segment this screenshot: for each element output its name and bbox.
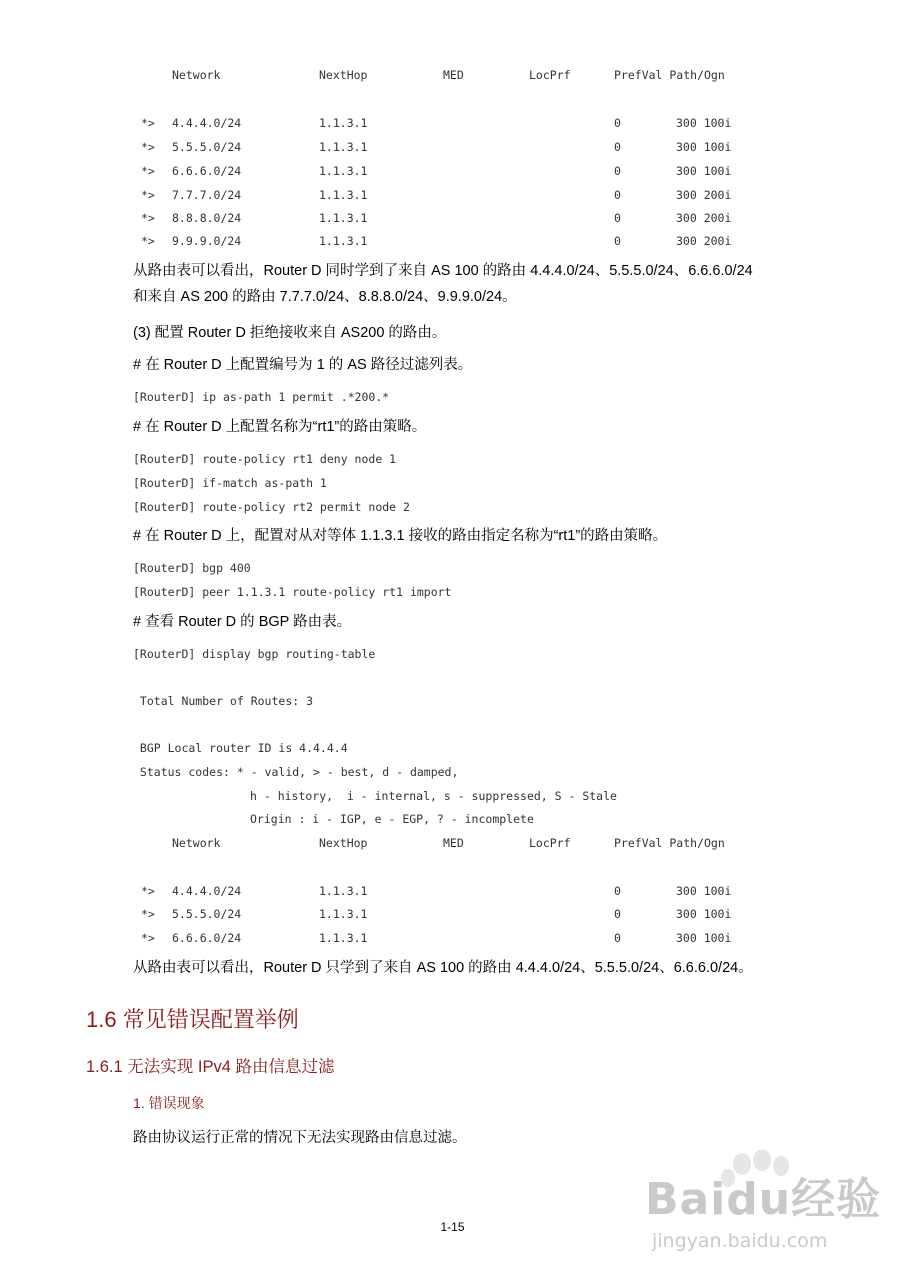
note-as-path-filter: # 在 Router D 上配置编号为 1 的 AS 路径过滤列表。 bbox=[133, 357, 473, 373]
watermark-logo: Baidu经验 bbox=[645, 1174, 882, 1225]
row-status: *> bbox=[141, 140, 155, 154]
row-prefval: 0 bbox=[614, 188, 621, 202]
row-status: *> bbox=[141, 234, 155, 248]
col-network: Network bbox=[172, 68, 221, 82]
row-nexthop: 1.1.3.1 bbox=[319, 164, 368, 178]
row-prefval: 0 bbox=[614, 931, 621, 945]
note-route-policy: # 在 Router D 上配置名称为“rt1”的路由策略。 bbox=[133, 419, 427, 435]
row-network: 9.9.9.0/24 bbox=[172, 234, 242, 248]
error-phenomenon-heading: 1. 错误现象 bbox=[133, 1095, 205, 1111]
page-number: 1-15 bbox=[440, 1220, 465, 1234]
status-codes: Status codes: * - valid, > - best, d - damped, bbox=[133, 765, 459, 779]
row-path: 300 100i bbox=[676, 884, 732, 898]
row-status: *> bbox=[141, 907, 155, 921]
col-prefval-path: PrefVal Path/Ogn bbox=[614, 836, 725, 850]
command-line: [RouterD] bgp 400 bbox=[133, 561, 251, 575]
paragraph-result-1-line2: 和来自 AS 200 的路由 7.7.7.0/24、8.8.8.0/24、9.9.9.0/24。 bbox=[133, 289, 517, 305]
note-display-bgp: # 查看 Router D 的 BGP 路由表。 bbox=[133, 614, 352, 630]
row-network: 5.5.5.0/24 bbox=[172, 140, 242, 154]
subsection-title: 1.6.1 无法实现 IPv4 路由信息过滤 bbox=[86, 1058, 335, 1076]
row-nexthop: 1.1.3.1 bbox=[319, 884, 368, 898]
command-line: [RouterD] ip as-path 1 permit .*200.* bbox=[133, 390, 390, 404]
watermark-url: jingyan.baidu.com bbox=[652, 1230, 828, 1252]
section-title: 1.6 常见错误配置举例 bbox=[86, 1007, 299, 1032]
row-network: 4.4.4.0/24 bbox=[172, 884, 242, 898]
row-nexthop: 1.1.3.1 bbox=[319, 140, 368, 154]
row-status: *> bbox=[141, 931, 155, 945]
row-path: 300 200i bbox=[676, 211, 732, 225]
row-status: *> bbox=[141, 211, 155, 225]
row-nexthop: 1.1.3.1 bbox=[319, 234, 368, 248]
command-line: [RouterD] peer 1.1.3.1 route-policy rt1 import bbox=[133, 585, 452, 599]
col-nexthop: NextHop bbox=[319, 68, 368, 82]
row-nexthop: 1.1.3.1 bbox=[319, 116, 368, 130]
row-network: 4.4.4.0/24 bbox=[172, 116, 242, 130]
col-network: Network bbox=[172, 836, 221, 850]
row-path: 300 100i bbox=[676, 116, 732, 130]
row-path: 300 200i bbox=[676, 234, 732, 248]
row-nexthop: 1.1.3.1 bbox=[319, 907, 368, 921]
row-prefval: 0 bbox=[614, 164, 621, 178]
note-peer-policy: # 在 Router D 上，配置对从对等体 1.1.3.1 接收的路由指定名称为“rt1”的路由策略。 bbox=[133, 528, 668, 544]
row-path: 300 100i bbox=[676, 164, 732, 178]
command-line: [RouterD] if-match as-path 1 bbox=[133, 476, 327, 490]
row-network: 6.6.6.0/24 bbox=[172, 931, 242, 945]
command-line: [RouterD] route-policy rt1 deny node 1 bbox=[133, 452, 397, 466]
col-locprf: LocPrf bbox=[529, 68, 571, 82]
paragraph-result-1-line1: 从路由表可以看出，Router D 同时学到了来自 AS 100 的路由 4.4.4.0/24、5.5.5.0/24、6.6.6.0/24 bbox=[133, 263, 753, 279]
row-status: *> bbox=[141, 164, 155, 178]
origin-codes: Origin : i - IGP, e - EGP, ? - incomplete bbox=[250, 812, 534, 826]
row-nexthop: 1.1.3.1 bbox=[319, 211, 368, 225]
row-status: *> bbox=[141, 116, 155, 130]
command-line: [RouterD] route-policy rt2 permit node 2 bbox=[133, 500, 410, 514]
row-network: 8.8.8.0/24 bbox=[172, 211, 242, 225]
total-routes: Total Number of Routes: 3 bbox=[133, 694, 314, 708]
status-codes-cont: h - history, i - internal, s - suppressed, S - Stale bbox=[250, 789, 617, 803]
row-status: *> bbox=[141, 188, 155, 202]
row-network: 6.6.6.0/24 bbox=[172, 164, 242, 178]
error-description: 路由协议运行正常的情况下无法实现路由信息过滤。 bbox=[133, 1130, 467, 1146]
row-prefval: 0 bbox=[614, 234, 621, 248]
row-prefval: 0 bbox=[614, 211, 621, 225]
row-path: 300 200i bbox=[676, 188, 732, 202]
row-network: 7.7.7.0/24 bbox=[172, 188, 242, 202]
col-med: MED bbox=[443, 836, 464, 850]
paragraph-result-2: 从路由表可以看出，Router D 只学到了来自 AS 100 的路由 4.4.4.0/24、5.5.5.0/24、6.6.6.0/24。 bbox=[133, 960, 753, 976]
row-path: 300 100i bbox=[676, 140, 732, 154]
step-3-heading: (3) 配置 Router D 拒绝接收来自 AS200 的路由。 bbox=[133, 325, 447, 341]
bgp-router-id: BGP Local router ID is 4.4.4.4 bbox=[133, 741, 348, 755]
row-prefval: 0 bbox=[614, 884, 621, 898]
col-locprf: LocPrf bbox=[529, 836, 571, 850]
row-path: 300 100i bbox=[676, 907, 732, 921]
row-prefval: 0 bbox=[614, 140, 621, 154]
col-med: MED bbox=[443, 68, 464, 82]
row-prefval: 0 bbox=[614, 116, 621, 130]
row-prefval: 0 bbox=[614, 907, 621, 921]
row-nexthop: 1.1.3.1 bbox=[319, 931, 368, 945]
row-status: *> bbox=[141, 884, 155, 898]
col-nexthop: NextHop bbox=[319, 836, 368, 850]
command-line: [RouterD] display bgp routing-table bbox=[133, 647, 376, 661]
row-path: 300 100i bbox=[676, 931, 732, 945]
row-nexthop: 1.1.3.1 bbox=[319, 188, 368, 202]
col-prefval-path: PrefVal Path/Ogn bbox=[614, 68, 725, 82]
row-network: 5.5.5.0/24 bbox=[172, 907, 242, 921]
